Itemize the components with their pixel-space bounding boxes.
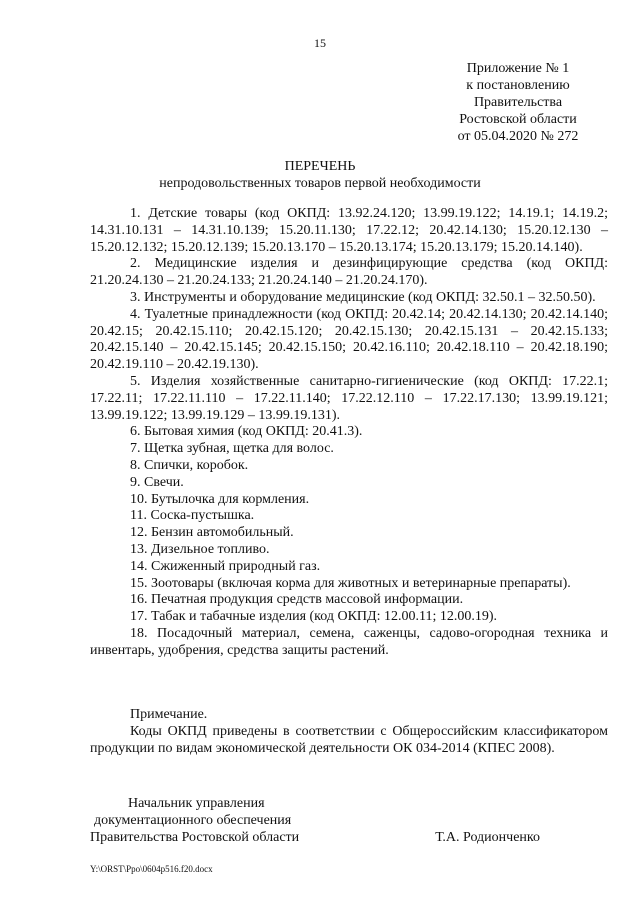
list-item: 15. Зоотовары (включая корма для животных и ветеринарные препараты). — [130, 575, 571, 591]
title-subheading: непродовольственных товаров первой необходимости — [159, 176, 481, 191]
appendix-line: Ростовской области — [459, 112, 577, 127]
list-item: 10. Бутылочка для кормления. — [130, 491, 310, 507]
signer-position-line: Правительства Ростовской области — [90, 830, 300, 845]
title-heading: ПЕРЕЧЕНЬ — [284, 159, 356, 174]
goods-list — [90, 206, 608, 660]
appendix-line: от 05.04.2020 № 272 — [457, 129, 579, 144]
list-item: 11. Соска-пустышка. — [130, 508, 255, 524]
list-item: 7. Щетка зубная, щетка для волос. — [130, 441, 334, 457]
note-text: Коды ОКПД приведены в соответствии с Общероссийским классификатором продукции по видам экономической деятельности ОК 034-2014 (КПЕС 2008). — [90, 723, 608, 756]
list-item: 12. Бензин автомобильный. — [130, 525, 294, 541]
list-item: 2. Медицинские изделия и дезинфицирующие средства (код ОКПД: 21.20.24.130 – 21.20.24.133; 21.20.24.140 – 21.20.24.170). — [90, 256, 608, 289]
list-item: 14. Сжиженный природный газ. — [130, 558, 321, 574]
list-item: 17. Табак и табачные изделия (код ОКПД: 12.00.11; 12.00.19). — [130, 609, 498, 625]
signer-position-line: Начальник управления — [128, 796, 265, 811]
file-path-footer: Y:\ORST\Ppo\0604p516.f20.docx — [90, 864, 213, 874]
note-label: Примечание. — [130, 707, 208, 722]
list-item: 3. Инструменты и оборудование медицинские (код ОКПД: 32.50.1 – 32.50.50). — [130, 289, 596, 305]
page-number: 15 — [314, 36, 326, 50]
list-item: 1. Детские товары (код ОКПД: 13.92.24.120; 13.99.19.122; 14.19.1; 14.19.2; 14.31.10.131 – 14.31.10.139; 15.20.11.130; 17.22.12; 20.42.14.130; 15.20.12.130 – 15.20.12.132; 15.20.12.139; 15.20.13.170 – 15.20.13.174; 15.20.13.179; 15.20.14.140). — [90, 206, 608, 255]
appendix-line: Правительства — [473, 95, 563, 110]
signer-name: Т.А. Родионченко — [435, 830, 540, 845]
list-item: 9. Свечи. — [130, 474, 184, 490]
list-item: 4. Туалетные принадлежности (код ОКПД: 20.42.14; 20.42.14.130; 20.42.14.140; 20.42.15; 20.42.15.110; 20.42.15.120; 20.42.15.130; 20.42.15.131 – 20.42.15.133; 20.42.15.140 – 20.42.15.145; 20.42.15.150; 20.42.16.110; 20.42.18.110 – 20.42.18.190; 20.42.19.110 – 20.42.19.130). — [90, 306, 608, 373]
signer-position-line: документационного обеспечения — [94, 813, 292, 828]
list-item: 13. Дизельное топливо. — [130, 541, 270, 557]
appendix-header — [428, 60, 608, 145]
document-title — [0, 158, 640, 192]
list-item: 18. Посадочный материал, семена, саженцы, садово-огородная техника и инвентарь, удобрения, средства защиты растений. — [90, 625, 608, 658]
signature-block — [90, 795, 608, 846]
list-item: 8. Спички, коробок. — [130, 457, 249, 473]
appendix-line: к постановлению — [466, 78, 570, 93]
list-item: 5. Изделия хозяйственные санитарно-гигиенические (код ОКПД: 17.22.1; 17.22.11; 17.22.11.110 – 17.22.11.140; 17.22.12.110 – 17.22.17.130; 13.99.19.121; 13.99.19.122; 13.99.19.129 – 13.99.19.131). — [90, 373, 608, 423]
note-block — [90, 707, 608, 757]
appendix-line: Приложение № 1 — [466, 61, 570, 76]
list-item: 16. Печатная продукция средств массовой информации. — [130, 592, 464, 608]
list-item: 6. Бытовая химия (код ОКПД: 20.41.3). — [130, 424, 363, 440]
